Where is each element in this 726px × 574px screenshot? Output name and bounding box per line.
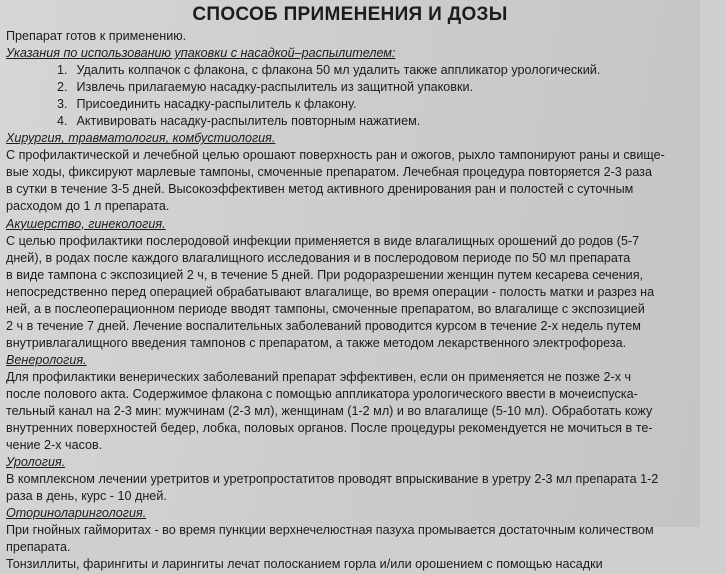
paragraph-line: чение 2-х часов.: [6, 438, 103, 453]
paragraph-line: препарата.: [6, 540, 71, 555]
section-heading-obstetrics: Акушерство, гинекология.: [6, 216, 166, 231]
paragraph-line: раза в день, курс - 10 дней.: [6, 489, 167, 504]
list-item: [6, 96, 726, 113]
paragraph-line: При гнойных гайморитах - во время пункции верхнечелюстная пазуха промывается достаточным количеством: [6, 523, 654, 538]
step-text: Извлечь прилагаемую насадку-распылитель из защитной упаковки.: [76, 80, 474, 95]
paragraph-line: ней, а в послеоперационном периоде вводят тампоны, смоченные препаратом, во влагалище с экспозицией: [6, 301, 645, 316]
section-heading-ent: Оториноларингология.: [6, 506, 147, 521]
intro-text: Препарат готов к применению.: [6, 29, 187, 43]
paragraph-line: Для профилактики венерических заболеваний препарат эффективен, если он применяется не позже 2-х ч: [6, 369, 632, 384]
paragraph-line: вые ходы, фиксируют марлевые тампоны, смоченные препаратом. Лечебная процедура повторяется 2-3 раза: [6, 165, 652, 180]
document-body: [6, 28, 726, 574]
list-item: [6, 79, 726, 96]
paragraph-line: 2 ч в течение 7 дней. Лечение воспалительных заболеваний проводится курсом в течение 2-х недель путем: [6, 318, 641, 333]
paragraph-line: дней), в родах после каждого влагалищного исследования и в послеродовом периоде по 50 мл препарата: [6, 250, 631, 265]
section-heading-venereology: Венерология.: [6, 352, 87, 367]
list-item: [6, 113, 726, 130]
step-text: Присоединить насадку-распылитель к флакону.: [76, 97, 357, 112]
step-text: Удалить колпачок с флакона, с флакона 50 мл удалить также аппликатор урологический.: [76, 63, 601, 78]
list-item: [6, 62, 726, 79]
section-obstetrics: [6, 216, 726, 352]
paragraph-line: Тонзиллиты, фарингиты и ларингиты лечат полосканием горла и/или орошением с помощью насадки: [6, 557, 603, 572]
paragraph-line: внутренних поверхностей бедер, лобка, половых органов. После процедуры рекомендуется не мочиться в те-: [6, 421, 653, 436]
section-heading-urology: Урология.: [6, 455, 66, 470]
section-heading-surgery: Хирургия, травматология, комбустиология.: [6, 131, 276, 146]
section-heading-usage: Указания по использованию упаковки с насадкой–распылителем:: [6, 46, 396, 61]
paragraph-line: С профилактической и лечебной целью орошают поверхность ран и ожогов, рыхло тампонируют раны и свище-: [6, 148, 665, 163]
paragraph-line: непосредственно перед операцией обрабатывают влагалище, во время операции - полость матки и разрез на: [6, 284, 655, 299]
section-surgery: [6, 130, 726, 215]
step-text: Активировать насадку-распылитель повторным нажатием.: [76, 114, 421, 129]
usage-steps-list: [6, 62, 726, 130]
paragraph-line: расходом до 1 л препарата.: [6, 199, 170, 214]
paragraph-line: после полового акта. Содержимое флакона с помощью аппликатора урологического ввести в мочеиспуска-: [6, 386, 638, 401]
section-urology: [6, 454, 726, 505]
paragraph-line: С целью профилактики послеродовой инфекции применяется в виде влагалищных орошений до родов (5-7: [6, 233, 640, 248]
section-usage: [6, 45, 726, 130]
paragraph-line: в сутки в течение 3-5 дней. Высокоэффективен метод активного дренирования ран и полостей с суточным: [6, 182, 634, 197]
step-number: 2.: [57, 80, 68, 95]
paragraph-line: внутривлагалищного введения тампонов с препаратом, а также методом лекарственного электрофореза.: [6, 335, 627, 350]
paragraph-line: В комплексном лечении уретритов и уретропростатитов проводят впрыскивание в уретру 2-3 мл препарата 1-2: [6, 472, 659, 487]
paragraph-line: тельный канал на 2-3 мин: мужчинам (2-3 мл), женщинам (1-2 мл) и во влагалище (5-10 мл). Обработать кожу: [6, 404, 653, 419]
section-ent: [6, 505, 726, 573]
step-number: 1.: [57, 63, 68, 78]
section-venereology: [6, 352, 726, 454]
document-title: СПОСОБ ПРИМЕНЕНИЯ И ДОЗЫ: [192, 4, 508, 25]
step-number: 3.: [57, 97, 68, 112]
paragraph-line: в виде тампона с экспозицией 2 ч, в течение 5 дней. При родоразрешении женщин путем кесарева сечения,: [6, 267, 644, 282]
step-number: 4.: [57, 114, 68, 129]
